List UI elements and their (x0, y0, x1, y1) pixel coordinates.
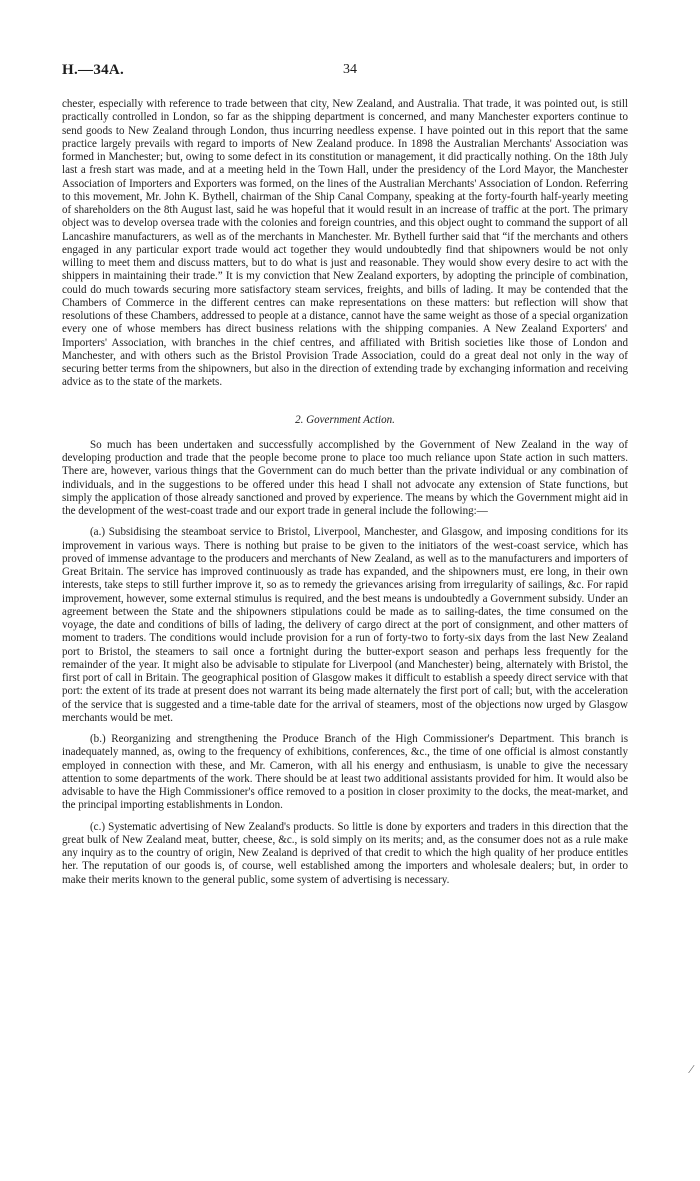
paragraph-item-a: (a.) Subsidising the steamboat service to Bristol, Liverpool, Manchester, and Glasgow, and imposing conditions for its improvement in various ways. There is nothing but praise to be given to the initiators of the west-coast service, which has proved of immense advantage to the producers and merchants of New Zealand, as well as to the manufacturers and importers of Great Britain. The service has improved continuously as trade has expanded, and the shipowners must, ere long, in their own interests, take steps to still further improve it, so as to remedy the grievances arising from irregularity of sailings, &c. For rapid improvement, however, some external stimulus is required, and the best means is undoubtedly a Government subsidy. Under an agreement between the State and the shipowners stipulations could be made as to sailing-dates, the time consumed on the voyage, the date and conditions of bills of lading, the delivery of cargo direct at the port of consignment, and other matters of moment to traders. The conditions would include provision for a run of forty-two to forty-six days from the last New Zealand port to Bristol, the steamers to sail once a fortnight during the butter-export season and perhaps less frequently for the remainder of the year. It might also be advisable to stipulate for Liverpool (and Manchester) being, alternately with Bristol, the first port of call in Britain. The geographical position of Glasgow makes it difficult to establish a speedy direct service with that port: the extent of its trade at present does not warrant its being made alternately the first port of call; but, with the acceleration of the service that is suggested and a time-table date for the arrival of steamers, most of the objections now urged by Glasgow merchants would be met. (62, 526, 628, 724)
document-reference: H.—34A. (62, 62, 125, 78)
page-body (62, 98, 628, 887)
paragraph-government-action: So much has been undertaken and successfully accomplished by the Government of New Zealand in the way of developing production and trade that the people become prone to place too much reliance upon State action in such matters. There are, however, various things that the Government can do much better than the private individual or any combination of individuals, and in the suggestions to be offered under this head I shall not advocate any extension of State functions, but simply the application of those already sanctioned and proved by experience. The means by which the Government might aid in the development of the west-coast trade and our export trade in general include the following:— (62, 438, 628, 517)
page-header (62, 62, 638, 82)
paragraph-item-c: (c.) Systematic advertising of New Zealand's products. So little is done by exporters and traders in this direction that the great bulk of New Zealand meat, butter, cheese, &c., is sold simply on its merits; and, as the consumer does not as a rule make any inquiry as to the country of origin, New Zealand is deprived of that credit to which the high quality of her produce entitles her. The reputation of our goods is, of course, well established among the importers and wholesale dealers; but, in order to make their merits known to the general public, some system of advertising is necessary. (62, 820, 628, 886)
page-number: 34 (343, 62, 357, 77)
paragraph-manchester-association: chester, especially with reference to trade between that city, New Zealand, and Australia. That trade, it was pointed out, is still practically controlled in London, so far as the shipping department is concerned, and many Manchester exporters continue to send goods to New Zealand through London, thus incurring needless expense. I have pointed out in this report that the same practice largely prevails with regard to imports of New Zealand produce. In 1898 the Australian Merchants' Association was formed in Manchester; but, owing to some defect in its constitution or management, it did practically nothing. On the 18th July last a fresh start was made, and at a meeting held in the Town Hall, under the presidency of the Lord Mayor, the Manchester Association of Importers and Exporters was formed, on the lines of the Australian Merchants' Association of London. Referring to this movement, Mr. John K. Bythell, chairman of the Ship Canal Company, speaking at the forty-fourth half-yearly meeting of shareholders on the 8th August last, said he was hopeful that it would result in an increase of traffic at the port. The primary object was to develop oversea trade with the colonies and foreign countries, and this object ought to command the support of all Lancashire manufacturers, as well as of the merchants in Manchester. Mr. Bythell further said that “if the merchants and others engaged in any particular export trade would act together they would undoubtedly find that shipowners would be not only willing to meet them and discuss matters, but to do what is just and reasonable. They would show every desire to act with the shippers in maintaining their trade.” It is my conviction that New Zealand exporters, by adopting the principle of combination, could do much towards securing more satisfactory steam services, freights, and bills of lading. It may be contended that the Chambers of Commerce in the different centres can make representations on these matters: but reflection will show that resolutions of these Chambers, addressed to people at a distance, cannot have the same weight as those of a special organization every one of whose members has direct business relations with the shipping companies. A New Zealand Exporters' and Importers' Association, with branches in the chief centres, and affiliated with British societies like those of London and Manchester, and with others such as the Bristol Provision Trade Association, could do a great deal not only in the way of securing better terms from the shipowners, but also in the direction of extending trade by exchanging information and receiving advice as to the state of the markets. (62, 98, 628, 389)
margin-mark: ∕ (688, 1062, 693, 1076)
section-heading: 2. Government Action. (295, 413, 395, 426)
paragraph-item-b: (b.) Reorganizing and strengthening the Produce Branch of the High Commissioner's Department. This branch is inadequately manned, as, owing to the frequency of exhibitions, conferences, &c., the time of one official is almost constantly employed in connection with these, and Mr. Cameron, with all his energy and enthusiasm, is unable to give the necessary attention to some departments of the work. There should be at least two additional assistants provided for him. It would also be advisable to have the High Commissioner's office removed to a position in closer proximity to the docks, the meat-market, and the principal importing establishments in London. (62, 733, 628, 812)
